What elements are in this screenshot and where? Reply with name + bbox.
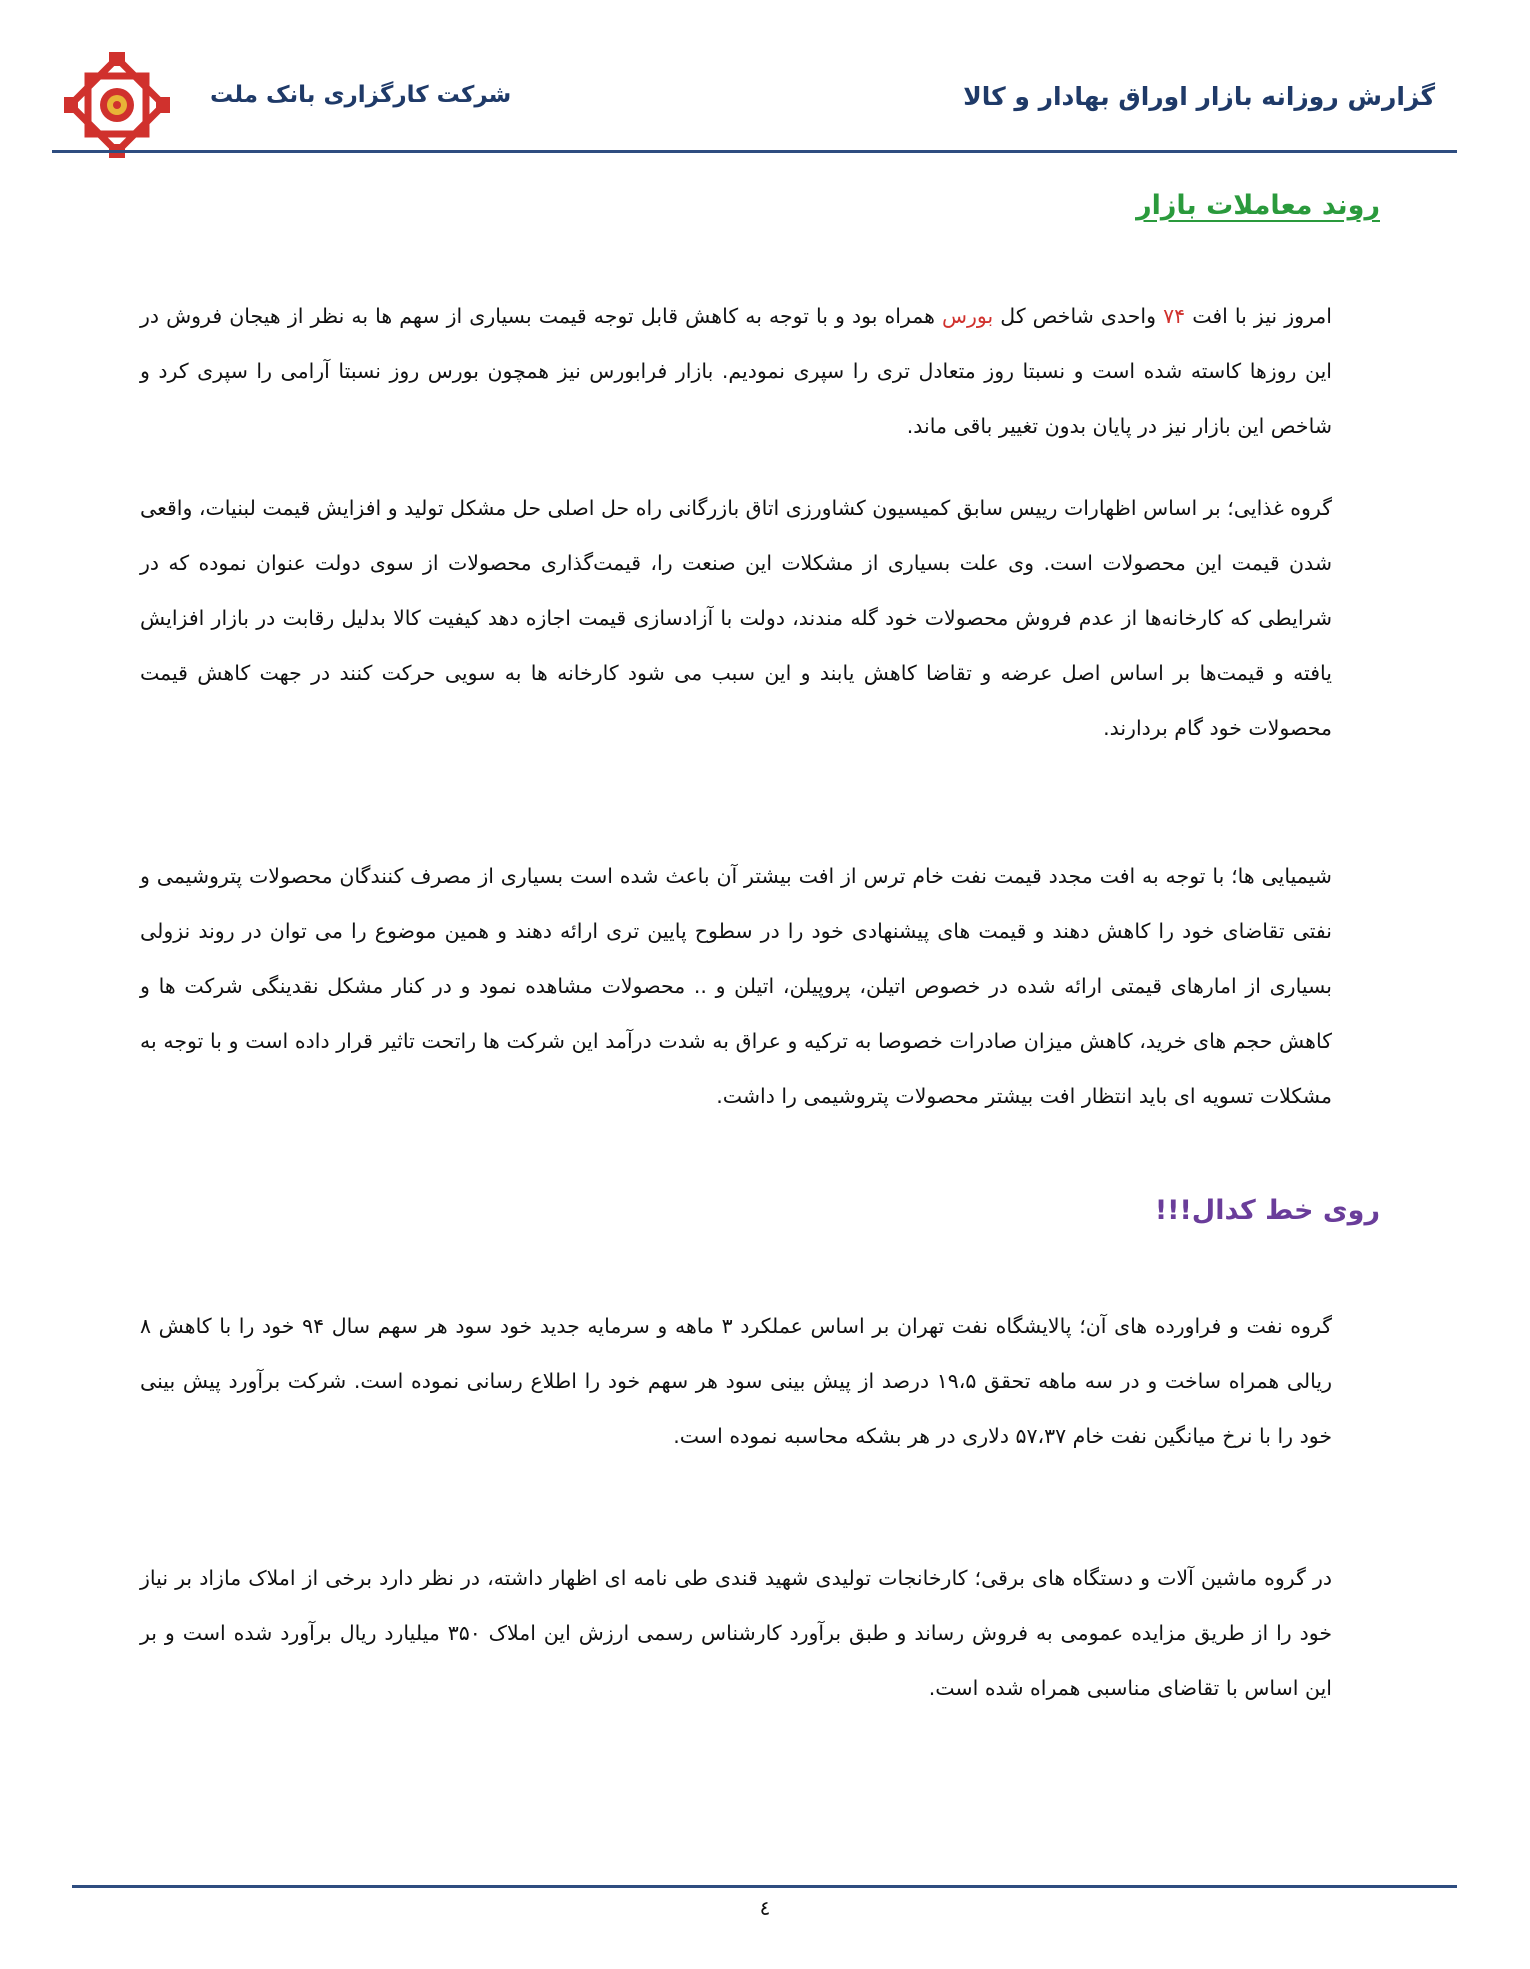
footer-divider (72, 1885, 1457, 1888)
bank-mellat-logo-icon (62, 50, 172, 160)
bourse-keyword: بورس (941, 303, 994, 328)
header-divider (52, 150, 1457, 153)
paragraph-market-summary (140, 289, 1332, 454)
section-title-codal: روی خط کدال!!! (1154, 1195, 1380, 1226)
paragraph-food-group: گروه غذایی؛ بر اساس اظهارات رییس سابق کمیسیون کشاورزی اتاق بازرگانی راه حل اصلی حل مشکل تولید و افزایش قیمت لبنیات، واقعی شدن قیمت این محصولات است. وی علت بسیاری از مشکلات این صنعت را، قیمت‌گذاری محصولات از سوی دولت عنوان نموده که در شرایطی که کارخانه‌ها از عدم فروش محصولات خود گله مندند، دولت با آزادسازی قیمت اجازه دهد کیفیت کالا بدلیل رقابت در بازار افزایش یافته و قیمت‌ها بر اساس اصل عرضه و تقاضا کاهش یابند و این سبب می شود کارخانه ها به سویی حرکت کنند در جهت کاهش قیمت محصولات خود گام بردارند. (140, 495, 1332, 740)
company-name: شرکت کارگزاری بانک ملت (210, 82, 512, 108)
index-drop-value: ۷۴ (1163, 303, 1186, 328)
page-number: ٤ (759, 1896, 771, 1920)
paragraph-chemical-group: شیمیایی ها؛ با توجه به افت مجدد قیمت نفت خام ترس از افت بیشتر آن باعث شده است بسیاری از مصرف کنندگان محصولات پتروشیمی و نفتی تقاضای خود را کاهش دهند و قیمت های پیشنهادی خود را در سطوح پایین تری ارائه دهند و همین موضوع را می توان در روند نزولی بسیاری از امارهای قیمتی ارائه شده در خصوص اتیلن، پروپیلن، اتیلن و .. محصولات مشاهده نمود و در کنار مشکل نقدینگی شرکت ها و کاهش حجم های خرید، کاهش میزان صادرات خصوصا به ترکیه و عراق به شدت درآمد این شرکت ها راتحت تاثیر قرار داده است و با توجه به مشکلات تسویه ای باید انتظار افت بیشتر محصولات پتروشیمی را داشت. (140, 863, 1332, 1108)
paragraph-text-suffix: همراه بود و با توجه به کاهش قابل توجه قیمت بسیاری از سهم ها به نظر از هیجان فروش در این روزها کاسته شده است و نسبتا روز متعادل تری را سپری نمودیم. بازار فرابورس نیز همچون بورس روز نسبتا آرامی را سپری کرد و شاخص این بازار نیز در پایان بدون تغییر باقی ماند. (140, 303, 1332, 438)
report-title: گزارش روزانه بازار اوراق بهادار و کالا (963, 82, 1435, 111)
section-title-market-trend: روند معاملات بازار (1136, 190, 1380, 221)
paragraph-text-mid: واحدی شاخص کل (993, 303, 1164, 328)
paragraph-oil-group: گروه نفت و فراورده های آن؛ پالایشگاه نفت تهران بر اساس عملکرد ۳ ماهه و سرمایه جدید خود سود هر سهم سال ۹۴ خود را با کاهش ۸ ریالی همراه ساخت و در سه ماهه تحقق ۱۹،۵ درصد از پیش بینی سود هر سهم خود را اطلاع رسانی نموده است. شرکت برآورد پیش بینی خود را با نرخ میانگین نفت خام ۵۷،۳۷ دلاری در هر بشکه محاسبه نموده است. (140, 1313, 1332, 1448)
paragraph-text-prefix: امروز نیز با افت (1185, 303, 1332, 328)
paragraph-machinery-group: در گروه ماشین آلات و دستگاه های برقی؛ کارخانجات تولیدی شهید قندی طی نامه ای اظهار داشته، در نظر دارد برخی از املاک مازاد بر نیاز خود را از طریق مزایده عمومی به فروش رساند و طبق برآورد کارشناس رسمی ارزش این املاک ۳۵۰ میلیارد ریال برآورد شده است و بر این اساس با تقاضای مناسبی همراه شده است. (140, 1565, 1332, 1700)
